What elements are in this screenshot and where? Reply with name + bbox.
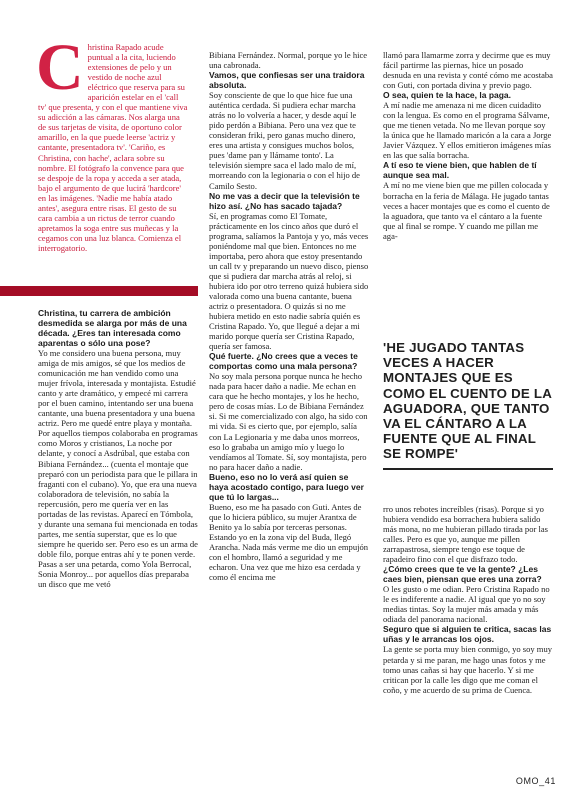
question-text: O sea, quien te la hace, la paga. (383, 90, 512, 101)
pull-quote-text: 'HE JUGADO TANTAS VECES A HACER MONTAJES QUE ES COMO EL CUENTO DE LA AGUADORA, QUE TANTO VA EL CÁNTARO A LA FUENTE QUE AL FINAL SE ROMPE' (383, 340, 552, 462)
drop-cap: C (36, 31, 84, 104)
pull-quote (383, 340, 553, 470)
answer-text: Bueno, eso me ha pasado con Guti. Antes de que lo hiciera público, su mujer Arantxa de Benito ya lo sabía por terceras personas. Estando yo en la zona vip del Buda, llegó Arancha. Nada más verme me dio un empujón con el hombro, llamó a seguridad y me echaron. Una vez que me hizo esa cerdada y como él encima me (209, 501, 369, 583)
intro-paragraph (36, 31, 188, 253)
answer-text: Soy consciente de que lo que hice fue una auténtica cerdada. Si pudiera echar marcha atrás no lo volvería a hacer, y desde aquí le pido perdón a Bibiana. Pero una vez que te consideran friki, pero ganas mucho dinero, eres una artista y consigues muchos bolos, pues 'dame pan y llámame tonto'. La televisión siempre saca el lado malo de mí, morreando con la legionaria o con el hijo de Camilo Sesto. (209, 90, 360, 191)
pull-quote-rule (383, 468, 553, 470)
answer-text: rro unos rebotes increíbles (risas). Porque si yo hubiera vendido esa borrachera hubiera salido más mona, no me hubieran pillado tirada por las calles. Pero es que yo, aunque me pillen zarrapastrosa, siempre tengo ese toque de rapadeiro fino con el que disfrazo todo. (383, 504, 548, 565)
column-2 (209, 50, 369, 582)
answer-text: O les gusto o me odian. Pero Cristina Rapado no le es indiferente a nadie. Al igual que yo no soy medias tintas. Soy la mujer más amada y más odiada del panorama nacional. (383, 584, 550, 625)
column-1 (38, 308, 198, 589)
section-divider-band (0, 286, 198, 296)
question-text: No me vas a decir que la televisión te hizo así. ¿No has sacado tajada? (209, 190, 360, 211)
page-footer: OMO_41 (515, 776, 556, 786)
question-text: Qué fuerte. ¿No crees que a veces te comportas como una mala persona? (209, 351, 358, 372)
answer-text: Bibiana Fernández. Normal, porque yo le hice una cabronada. (209, 50, 368, 71)
question-text: ¿Cómo crees que te ve la gente? ¿Les caes bien, piensan que eres una zorra? (383, 564, 542, 585)
answer-text: Sí, en programas como El Tomate, prácticamente en los cinco años que duró el programa, salíamos la Pantoja y yo, más veces poniéndome mal que bien. Entonces no me importaba, pero ahora que estoy presentando un call tv y preparando un nuevo disco, pienso que si pudiera dar marcha atrás al reloj, si hubiera ido por otro terreno quizá hubiera sido valorada como una buena cantante, buena actriz o presentadora. O quizás si no me hubiera metido en esto nadie sabría quién es Cristina Rapado. Yo, que llegué a dejar a mi marido porque quería ser Cristina Rapado, quería ser famosa. (209, 210, 369, 352)
page-number: 41 (544, 776, 556, 786)
footer-label: OMO (515, 776, 540, 786)
column-3-top (383, 50, 553, 241)
intro-text: hristina Rapado acude puntual a la cita, luciendo extensiones de pelo y un vestido de noche azul eléctrico que reserva para su aparición estelar en el 'call tv' que presenta, y con el que mantiene viva su adicción a las cámaras. Nos alarga una de sus tarjetas de visita, de oportuno color amarillo, en la que puede leerse 'actriz y cantante, presentadora tv'. 'Cariño, es Christina, con hache', aclara sobre su nombre. El fotógrafo la convence para que se despoje de la ropa y acceda a ser atada, bajo el argumento de que lucirá 'hardcore' en las imágenes. 'Nadie me había atado antes', asegura entre risas. El gesto de su cara cambia a un rictus de terror cuando apretamos la soga entre sus muñecas y la cegamos con una luz blanca. Comienza el interrogatorio. (38, 42, 188, 253)
question-text: Seguro que si alguien te critica, sacas las uñas y le arrancas los ojos. (383, 624, 552, 645)
answer-text: A mí no me viene bien que me pillen colocada y borracha en la feria de Málaga. He jugado tantas veces a hacer montajes que es como el cuento de la aguadora, que tanto va el cántaro a la fuente que al final se rompe. Y cuando me pillan me aga- (383, 180, 550, 241)
answer-text: llamó para llamarme zorra y decirme que es muy fácil partirme las piernas, hice un posado desnuda en una revista y conté cómo me acostaba con Guti, con portada divina y previo pago. (383, 50, 553, 91)
question-text: Vamos, que confiesas ser una traidora absoluta. (209, 70, 365, 91)
question-text: A tí eso te viene bien, que hablen de tí aunque sea mal. (383, 160, 537, 181)
answer-text: Yo me considero una buena persona, muy amiga de mis amigos, sé que los medios de comunicación me han vendido como una mujer frívola, interesada y montajista. Estudié canto y arte dramático, y empecé mi carrera por el buen camino, intentando ser una buena cantante, una buena presentadora y una buena actriz. Pero me quedé entre playa y montaña. Por aquellos tiempos colaboraba en programas como Moros y cristianos, La noche por delante, y conocí a Asdrúbal, que estaba con Bibiana Fernández... (cuenta el montaje que preparó con un periodista para que le pillara in fraganti con el cubano). Yo, que era una nueva colaboradora de televisión, no sabía la repercusión, pero me quería ver en las portadas de las revistas. Aparecí en Tómbola, y durante una semana fui mencionada en todas partes, me sentía superstar, que es lo que siempre he querido ser. Pero eso es un arma de doble filo, porque entras ahí y te ponen verde. Pasas a ser una petarda, como Yola Berrocal, Sonia Monroy... por aquellos días preparaba un disco que me vetó (38, 348, 198, 590)
answer-text: A mí nadie me amenaza ni me dicen cuidadito con la lengua. Es como en el programa Sálvame, que me tienen vetada. No me llevan porque soy la única que he llamado maricón a la cara a Jorge Javier Vázquez. Y ellos emitieron imágenes mías en las que salía borracha. (383, 100, 552, 161)
column-3-bottom (383, 504, 553, 695)
question-text: Bueno, eso no lo verá así quien se haya acostado contigo, para luego ver que tú lo largas... (209, 471, 364, 502)
question-text: Christina, tu carrera de ambición desmedida se alarga por más de una década. ¿Eres tan interesada como aparentas o sólo una pose? (38, 308, 187, 348)
answer-text: No soy mala persona porque nunca he hecho nada para hacer daño a nadie. Me echan en cara que he hecho montajes, y los he hecho, pero de cosas mías. Lo de Bibiana Fernández si. Si me comercializado con algo, ha sido con mi vida. Si es cierto que, por ejemplo, salía con La Legionaria y me daba unos morreos, eso lo grababa un amigo mío y luego lo vendíamos al Tomate. Sí, soy montajista, pero no para hacer daño a nadie. (209, 371, 368, 472)
answer-text: La gente se porta muy bien conmigo, yo soy muy petarda y si me paran, me hago unas fotos y me tomo unas cañas si hay que hacerlo. Y si me critican por la calle les digo que me coman el coño, y me acuerdo de su prima de Cuenca. (383, 644, 553, 695)
